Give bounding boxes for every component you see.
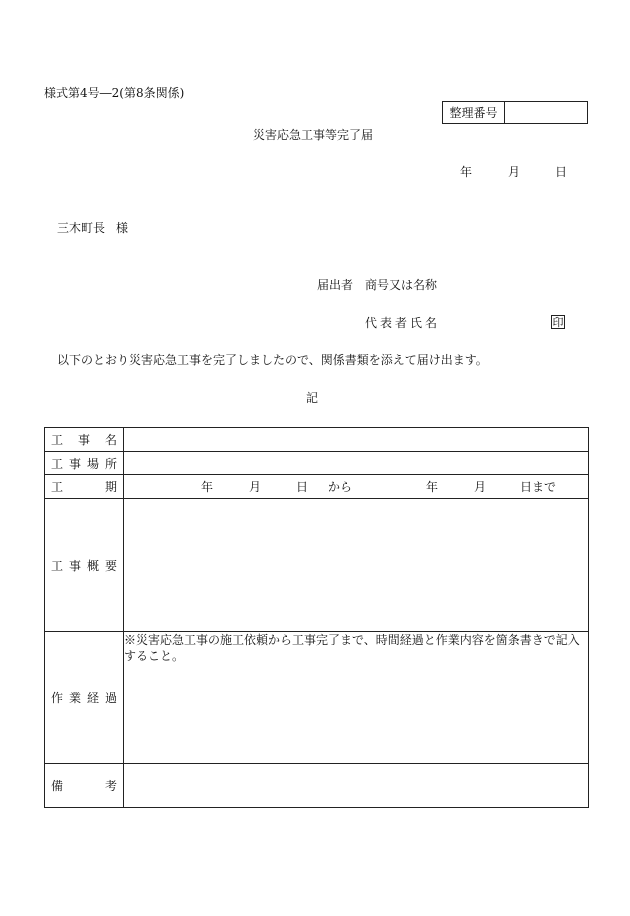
company-name-label: 商号又は名称 [365,278,438,292]
label-char: 作 [51,691,64,705]
period-field[interactable] [124,475,589,499]
representative-name-label: 代表者氏名 [365,316,441,330]
label-char: 事 [68,558,81,573]
reference-number-field[interactable] [505,102,587,123]
period-from-year: 年 [201,479,214,494]
table-row-work-place [45,452,589,475]
progress-instruction-note: ※災害応急工事の施工依頼から工事完了まで、時間経過と作業内容を箇条書きで記入すること。 [124,633,580,664]
work-name-field[interactable] [124,428,589,452]
label-char: 工 [51,433,64,447]
label-char: 要 [104,558,117,573]
label-char: 工 [51,480,64,494]
label-char: 考 [104,779,117,793]
reference-number-label: 整理番号 [443,102,505,123]
table-row-overview [45,499,589,632]
period-from-day: 日 [296,479,309,494]
table-row-remarks [45,764,589,808]
label-char: 事 [68,456,81,471]
table-row-period [45,475,589,499]
label-char: 名 [104,433,117,447]
form-number-label: 様式第4号―2(第8条関係) [44,86,185,100]
overview-label [45,499,124,632]
period-to-year: 年 [426,479,439,494]
label-char: 業 [68,691,81,705]
work-name-label [45,428,124,452]
addressee-honorific: 様 [116,221,129,235]
label-char: 備 [51,779,64,793]
label-char: 工 [51,456,64,471]
label-char: 事 [77,433,90,447]
seal-mark: 印 [552,315,564,329]
remarks-label [45,764,124,808]
label-char: 概 [86,558,99,573]
completion-table [44,427,589,808]
progress-field[interactable] [124,632,589,764]
intro-text: 以下のとおり災害応急工事を完了しましたので、関係書類を添えて届け出ます。 [57,353,488,367]
label-char: 経 [86,691,99,705]
addressee-name: 三木町長 [57,221,106,235]
period-to-day: 日まで [520,479,557,494]
work-place-label [45,452,124,475]
label-char: 工 [51,558,64,573]
label-char: 場 [86,456,99,471]
work-place-field[interactable] [124,452,589,475]
label-char: 過 [104,691,117,705]
ki-heading: 記 [306,391,319,405]
date-day-label: 日 [555,165,568,179]
label-char: 期 [104,480,117,494]
applicant-label: 届出者 [317,278,354,292]
overview-field[interactable] [124,499,589,632]
period-from-suffix: から [328,479,353,494]
period-label [45,475,124,499]
reference-number-box [442,101,588,124]
period-to-month: 月 [474,479,487,494]
label-char: 所 [104,456,117,471]
date-year-label: 年 [460,165,473,179]
remarks-field[interactable] [124,764,589,808]
date-month-label: 月 [508,165,521,179]
period-from-month: 月 [249,479,262,494]
table-row-progress [45,632,589,764]
table-row-work-name [45,428,589,452]
document-title: 災害応急工事等完了届 [253,128,374,142]
progress-label [45,632,124,764]
